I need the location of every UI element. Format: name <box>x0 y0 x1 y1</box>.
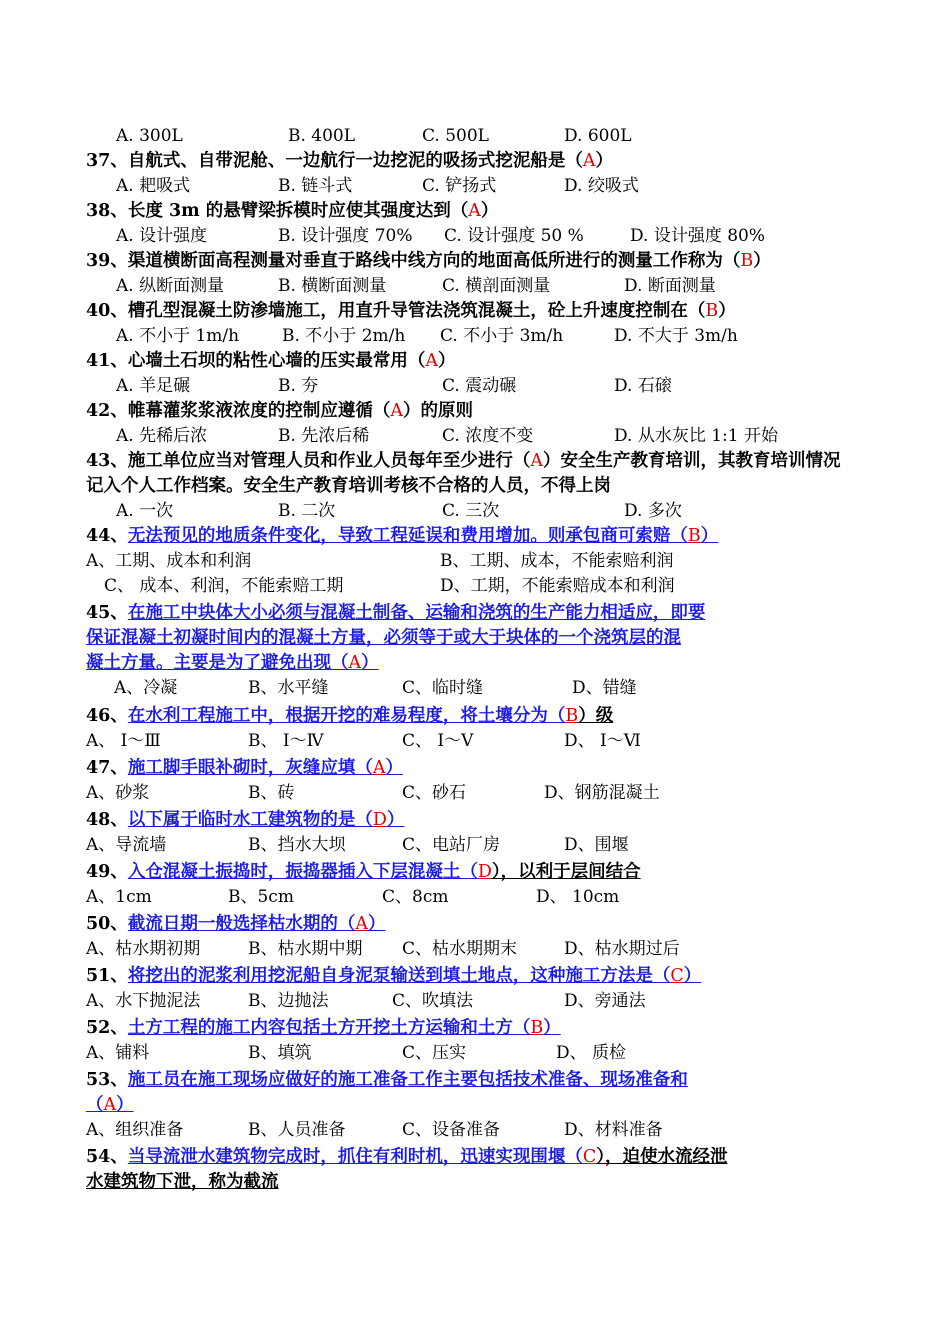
question-text: 将挖出的泥浆利用挖泥船自身泥泵输送到填土地点，这种施工方法是（ <box>127 966 671 986</box>
option-text: B. 二次 <box>278 501 336 521</box>
question-text-tail: ） <box>116 1095 134 1115</box>
answer-letter: A <box>372 758 386 778</box>
option-text: B. 400L <box>288 126 356 146</box>
question-text: 施工单位应当对管理人员和作业人员每年至少进行（ <box>127 451 531 471</box>
option-text: A. 一次 <box>116 501 174 521</box>
option-text: C、设备准备 <box>402 1120 501 1140</box>
answer-letter: A <box>103 1095 117 1115</box>
option-text: B、枯水期中期 <box>248 939 363 959</box>
answer-letter: A <box>355 914 368 934</box>
option-text: D、钢筋混凝土 <box>544 783 660 803</box>
option-text: A、1cm <box>86 887 152 907</box>
question-number: 45、 <box>86 603 128 623</box>
question-number: 49、 <box>86 862 128 882</box>
answer-letter: A <box>582 151 596 171</box>
question-text: 渠道横断面高程测量对垂直于路线中线方向的地面高低所进行的测量工作称为（ <box>127 251 741 271</box>
answer-letter: B <box>565 706 579 726</box>
option-text: A. 纵断面测量 <box>116 276 225 296</box>
question-number: 44、 <box>86 526 128 546</box>
option-text: D. 不大于 3m/h <box>614 326 738 346</box>
option-text: B、工期、成本，不能索赔利润 <box>440 551 674 571</box>
option-text: A、水下抛泥法 <box>86 991 201 1011</box>
answer-letter: B <box>530 1018 544 1038</box>
question-line <box>86 149 613 173</box>
question-text-tail: ）级 <box>578 706 614 726</box>
question-number: 43、 <box>86 451 128 471</box>
question-line <box>86 299 736 323</box>
question-text: 施工脚手眼补砌时，灰缝应填（ <box>127 758 373 778</box>
option-text: C. 设计强度 50 % <box>444 226 584 246</box>
option-text: A. 羊足碾 <box>116 376 191 396</box>
option-text: C. 三次 <box>442 501 500 521</box>
question-number: 46、 <box>86 706 128 726</box>
question-text-tail: ） <box>543 1018 561 1038</box>
option-text: A. 设计强度 <box>116 226 208 246</box>
question-number: 54、 <box>86 1147 128 1167</box>
question-number: 53、 <box>86 1070 128 1090</box>
option-text: A、工期、成本和利润 <box>86 551 252 571</box>
option-text: A. 不小于 1m/h <box>116 326 240 346</box>
answer-letter: B <box>740 251 754 271</box>
option-text: C、8cm <box>382 887 449 907</box>
option-text: A、冷凝 <box>114 678 178 698</box>
question-text: 当导流泄水建筑物完成时，抓住有利时机，迅速实现围堰（ <box>127 1147 583 1167</box>
question-text: 无法预见的地质条件变化，导致工程延误和费用增加。则承包商可索赔（ <box>127 526 688 546</box>
question-text: 凝土方量。主要是为了避免出现（ <box>86 653 349 673</box>
question-continuation <box>86 651 379 675</box>
question-line <box>86 964 701 988</box>
answer-letter: D <box>477 862 492 882</box>
option-text: C. 震动碾 <box>442 376 517 396</box>
question-line <box>86 808 404 832</box>
question-text-tail: ） <box>368 914 386 934</box>
option-text: D、围堰 <box>564 835 629 855</box>
option-text: C、砂石 <box>402 783 467 803</box>
option-text: C. 500L <box>422 126 489 146</box>
question-number: 48、 <box>86 810 128 830</box>
question-text: 土方工程的施工内容包括土方开挖土方运输和土方（ <box>127 1018 531 1038</box>
question-text: 水建筑物下泄，称为截流 <box>86 1172 279 1192</box>
question-continuation <box>86 474 611 498</box>
question-line <box>86 449 841 473</box>
option-text: B、人员准备 <box>248 1120 346 1140</box>
question-continuation <box>86 1093 134 1117</box>
option-text: D. 多次 <box>624 501 682 521</box>
question-text: 帷幕灌浆浆液浓度的控制应遵循（ <box>127 401 391 421</box>
option-text: D、 10cm <box>536 887 620 907</box>
option-text: C、电站厂房 <box>402 835 501 855</box>
question-number: 38、 <box>86 201 128 221</box>
question-text: 长度 3m 的悬臂梁拆模时应使其强度达到（ <box>127 201 469 221</box>
question-line <box>86 704 613 728</box>
question-line <box>86 349 456 373</box>
question-text-tail: ） <box>480 201 499 221</box>
option-text: B、砖 <box>248 783 295 803</box>
option-text: D、错缝 <box>572 678 637 698</box>
question-number: 52、 <box>86 1018 128 1038</box>
question-text: （ <box>86 1095 104 1115</box>
option-text: B、填筑 <box>248 1043 312 1063</box>
option-text: A. 300L <box>116 126 183 146</box>
option-text: C. 横剖面测量 <box>442 276 551 296</box>
option-text: A、铺料 <box>86 1043 150 1063</box>
question-text-tail: ） <box>595 151 613 171</box>
option-text: B. 设计强度 70% <box>278 226 413 246</box>
answer-letter: A <box>348 653 362 673</box>
question-continuation <box>86 626 681 650</box>
question-text: 在水利工程施工中，根据开挖的难易程度，将土壤分为（ <box>127 706 566 726</box>
option-text: C、 成本、利润，不能索赔工期 <box>104 576 344 596</box>
question-line <box>86 399 473 423</box>
question-text-tail: ），以利于层间结合 <box>491 862 641 882</box>
question-text-tail: ） <box>385 758 403 778</box>
question-number: 39、 <box>86 251 128 271</box>
option-text: D、 Ⅰ～Ⅵ <box>564 731 641 751</box>
question-line <box>86 524 718 548</box>
option-text: D、工期，不能索赔成本和利润 <box>440 576 675 596</box>
option-text: B、挡水大坝 <box>248 835 346 855</box>
option-text: D. 600L <box>564 126 632 146</box>
question-text-tail: ） <box>718 301 736 321</box>
option-text: A、砂浆 <box>86 783 150 803</box>
question-text-tail: ） <box>700 526 719 546</box>
question-line <box>86 1016 561 1040</box>
question-text-tail: ） <box>361 653 379 673</box>
question-number: 40、 <box>86 301 128 321</box>
question-text: 以下属于临时水工建筑物的是（ <box>127 810 373 830</box>
answer-letter: B <box>705 301 719 321</box>
question-text-tail: ） <box>438 351 456 371</box>
question-text-tail: ），迫使水流经泄 <box>596 1147 728 1167</box>
option-text: B. 横断面测量 <box>278 276 387 296</box>
question-number: 50、 <box>86 914 128 934</box>
option-text: C. 不小于 3m/h <box>440 326 564 346</box>
question-line <box>86 756 403 780</box>
question-line <box>86 199 498 223</box>
option-text: C、 Ⅰ～Ⅴ <box>402 731 474 751</box>
option-text: B、5cm <box>228 887 294 907</box>
option-text: B、边抛法 <box>248 991 329 1011</box>
answer-letter: C <box>670 966 684 986</box>
option-text: C、枯水期期末 <box>402 939 518 959</box>
option-text: D、枯水期过后 <box>564 939 680 959</box>
option-text: C. 浓度不变 <box>442 426 534 446</box>
question-text: 心墙土石坝的粘性心墙的压实最常用（ <box>127 351 426 371</box>
option-text: B、 Ⅰ～Ⅳ <box>248 731 324 751</box>
question-line <box>86 912 386 936</box>
question-text-tail: ）安全生产教育培训，其教育培训情况 <box>543 451 841 471</box>
option-text: D. 断面测量 <box>624 276 716 296</box>
answer-letter: A <box>468 201 481 221</box>
question-text-tail: ）的原则 <box>403 401 473 421</box>
question-text-tail: ） <box>753 251 771 271</box>
option-text: A、导流墙 <box>86 835 167 855</box>
option-text: B. 链斗式 <box>278 176 353 196</box>
option-text: C、吹填法 <box>392 991 474 1011</box>
question-text: 槽孔型混凝土防渗墙施工，用直升导管法浇筑混凝土，砼上升速度控制在（ <box>127 301 706 321</box>
question-continuation <box>86 1170 279 1194</box>
question-number: 51、 <box>86 966 128 986</box>
option-text: A. 耙吸式 <box>116 176 191 196</box>
question-text: 入仓混凝土振捣时，振捣器插入下层混凝土（ <box>127 862 478 882</box>
question-line <box>86 1068 688 1092</box>
option-text: D、材料准备 <box>564 1120 663 1140</box>
answer-letter: A <box>425 351 438 371</box>
question-text: 保证混凝土初凝时间内的混凝土方量，必须等于或大于块体的一个浇筑层的混 <box>86 628 681 648</box>
question-number: 47、 <box>86 758 128 778</box>
answer-letter: D <box>372 810 387 830</box>
option-text: B. 不小于 2m/h <box>282 326 406 346</box>
option-text: D. 绞吸式 <box>564 176 639 196</box>
question-text-tail: ） <box>683 966 702 986</box>
answer-letter: B <box>687 526 701 546</box>
option-text: D. 从水灰比 1:1 开始 <box>614 426 778 446</box>
option-text: C、压实 <box>402 1043 467 1063</box>
option-text: C. 铲扬式 <box>422 176 497 196</box>
option-text: C、临时缝 <box>402 678 484 698</box>
question-number: 37、 <box>86 151 128 171</box>
question-text: 在施工中块体大小必须与混凝土制备、运输和浇筑的生产能力相适应，即要 <box>127 603 706 623</box>
option-text: A. 先稀后浓 <box>116 426 208 446</box>
option-text: D. 设计强度 80% <box>630 226 766 246</box>
option-text: A、组织准备 <box>86 1120 184 1140</box>
question-line <box>86 601 705 625</box>
question-number: 42、 <box>86 401 128 421</box>
question-line <box>86 249 771 273</box>
option-text: D、 质检 <box>556 1043 627 1063</box>
answer-letter: A <box>390 401 403 421</box>
question-line <box>86 860 641 884</box>
question-text: 截流日期一般选择枯水期的（ <box>127 914 356 934</box>
question-text: 记入个人工作档案。安全生产教育培训考核不合格的人员，不得上岗 <box>86 476 611 496</box>
question-line <box>86 1145 728 1169</box>
option-text: D、旁通法 <box>564 991 646 1011</box>
question-text: 自航式、自带泥舱、一边航行一边挖泥的吸扬式挖泥船是（ <box>127 151 583 171</box>
question-number: 41、 <box>86 351 128 371</box>
option-text: A、 Ⅰ～Ⅲ <box>86 731 161 751</box>
option-text: B、水平缝 <box>248 678 329 698</box>
option-text: B. 夯 <box>278 376 319 396</box>
answer-letter: C <box>582 1147 597 1167</box>
option-text: B. 先浓后稀 <box>278 426 370 446</box>
question-text-tail: ） <box>386 810 405 830</box>
option-text: A、枯水期初期 <box>86 939 201 959</box>
option-text: D. 石磙 <box>614 376 672 396</box>
answer-letter: A <box>530 451 543 471</box>
question-text: 施工员在施工现场应做好的施工准备工作主要包括技术准备、现场准备和 <box>127 1070 688 1090</box>
